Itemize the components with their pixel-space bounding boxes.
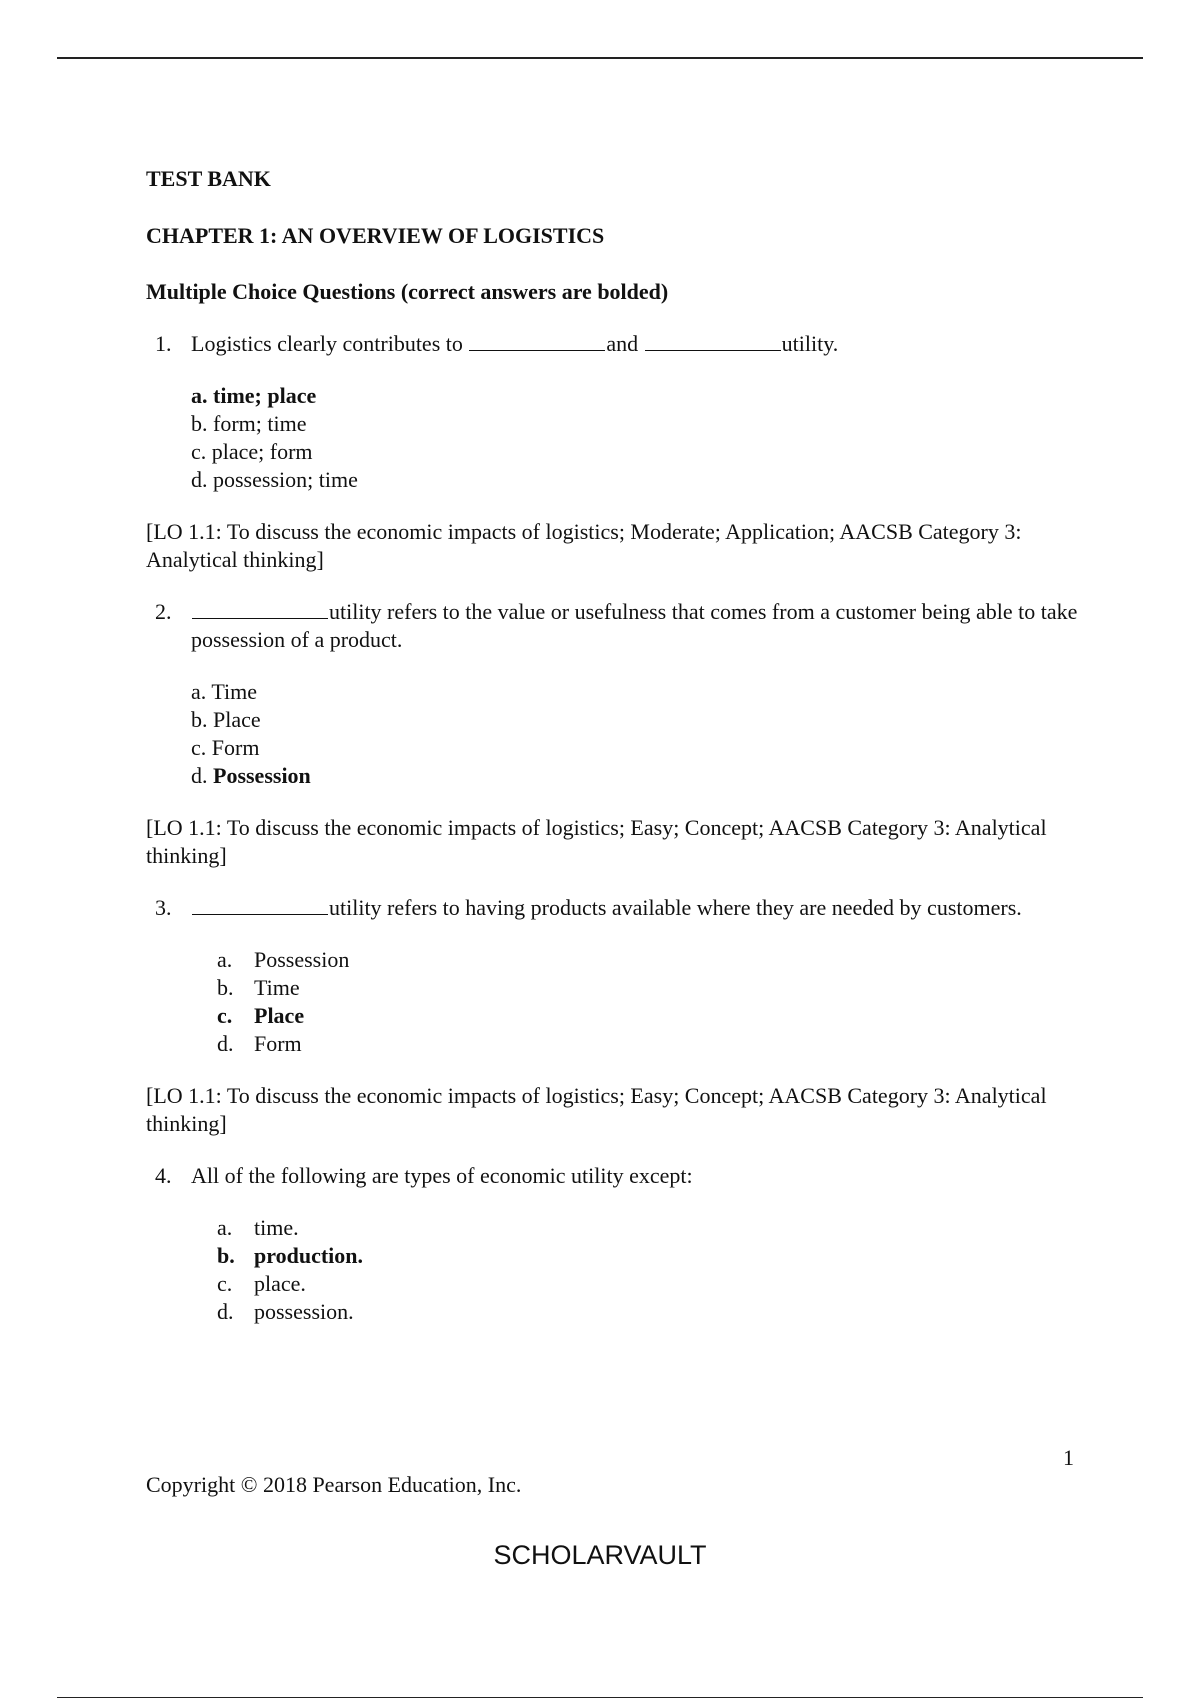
question-text bbox=[191, 598, 1086, 654]
options-list bbox=[217, 1214, 1086, 1326]
learning-objective: [LO 1.1: To discuss the economic impacts of logistics; Moderate; Application; AACSB Category 3: Analytical thinking] bbox=[146, 519, 1022, 572]
question-1 bbox=[146, 330, 1086, 358]
question-text bbox=[191, 894, 1086, 922]
question-number: 4. bbox=[155, 1163, 172, 1188]
option-text: Time bbox=[254, 975, 300, 1000]
question-number: 1. bbox=[155, 331, 172, 356]
question-text-part: and bbox=[606, 331, 639, 356]
question-text-part: utility refers to having products available where they are needed by customers. bbox=[329, 895, 1022, 920]
option-a bbox=[217, 946, 1086, 974]
question-number: 2. bbox=[155, 599, 172, 624]
option-letter: c. bbox=[217, 1003, 233, 1028]
option-a bbox=[217, 1214, 1086, 1242]
answer-blank bbox=[192, 598, 328, 619]
question-2 bbox=[146, 598, 1086, 654]
option-text: production. bbox=[254, 1243, 364, 1268]
option-letter: d. bbox=[217, 1299, 234, 1324]
option-b: b. form; time bbox=[191, 411, 307, 436]
option-b bbox=[217, 1242, 1086, 1270]
option-d bbox=[217, 1030, 1086, 1058]
answer-blank bbox=[192, 894, 328, 915]
answer-blank bbox=[645, 330, 781, 351]
option-text: place. bbox=[254, 1271, 306, 1296]
options-list bbox=[191, 382, 1086, 494]
question-text-part: utility. bbox=[781, 331, 839, 356]
top-rule bbox=[57, 57, 1143, 59]
bottom-rule bbox=[57, 1697, 1143, 1698]
watermark: SCHOLARVAULT bbox=[493, 1540, 707, 1570]
option-text: Possession bbox=[213, 763, 311, 788]
option-letter: a. bbox=[217, 947, 233, 972]
page-number: 1 bbox=[1063, 1445, 1074, 1470]
option-c: c. place; form bbox=[191, 439, 313, 464]
option-text: Place bbox=[213, 707, 261, 732]
learning-objective: [LO 1.1: To discuss the economic impacts of logistics; Easy; Concept; AACSB Category 3: Analytical thinking] bbox=[146, 815, 1047, 868]
option-letter: b. bbox=[217, 1243, 235, 1268]
option-letter: b. bbox=[191, 707, 208, 732]
option-letter: d. bbox=[217, 1031, 234, 1056]
option-text: time. bbox=[254, 1215, 299, 1240]
option-letter: a. bbox=[217, 1215, 233, 1240]
option-letter: c. bbox=[217, 1271, 233, 1296]
option-letter: a. bbox=[191, 679, 207, 704]
answer-blank bbox=[469, 330, 605, 351]
question-text bbox=[191, 330, 1086, 358]
question-number: 3. bbox=[155, 895, 172, 920]
question-4 bbox=[146, 1162, 1086, 1190]
option-text: possession. bbox=[254, 1299, 354, 1324]
question-text-part: Logistics clearly contributes to bbox=[191, 331, 463, 356]
option-d bbox=[191, 762, 1086, 790]
option-letter: d. bbox=[191, 763, 208, 788]
option-c bbox=[191, 734, 1086, 762]
question-text-part: utility refers to the value or usefulness that comes from a customer being able to take possession of a product. bbox=[191, 599, 1078, 652]
options-list bbox=[217, 946, 1086, 1058]
options-list bbox=[191, 678, 1086, 790]
option-letter: c. bbox=[191, 735, 207, 760]
option-a: a. time; place bbox=[191, 383, 317, 408]
option-text: Form bbox=[211, 735, 260, 760]
doc-header: TEST BANK bbox=[146, 166, 271, 191]
section-title: Multiple Choice Questions (correct answers are bolded) bbox=[146, 279, 669, 304]
option-text: Form bbox=[254, 1031, 302, 1056]
option-c bbox=[217, 1002, 1086, 1030]
copyright-notice: Copyright © 2018 Pearson Education, Inc. bbox=[146, 1472, 522, 1497]
option-a bbox=[191, 678, 1086, 706]
option-text: Possession bbox=[254, 947, 350, 972]
question-text: All of the following are types of economic utility except: bbox=[191, 1163, 693, 1188]
option-d: d. possession; time bbox=[191, 467, 358, 492]
question-3 bbox=[146, 894, 1086, 922]
option-d bbox=[217, 1298, 1086, 1326]
option-b bbox=[191, 706, 1086, 734]
option-b bbox=[217, 974, 1086, 1002]
option-text: Place bbox=[254, 1003, 305, 1028]
chapter-title: CHAPTER 1: AN OVERVIEW OF LOGISTICS bbox=[146, 223, 605, 248]
option-text: Time bbox=[211, 679, 258, 704]
page-content bbox=[146, 165, 1086, 1350]
option-c bbox=[217, 1270, 1086, 1298]
learning-objective: [LO 1.1: To discuss the economic impacts of logistics; Easy; Concept; AACSB Category 3: Analytical thinking] bbox=[146, 1083, 1047, 1136]
option-letter: b. bbox=[217, 975, 234, 1000]
